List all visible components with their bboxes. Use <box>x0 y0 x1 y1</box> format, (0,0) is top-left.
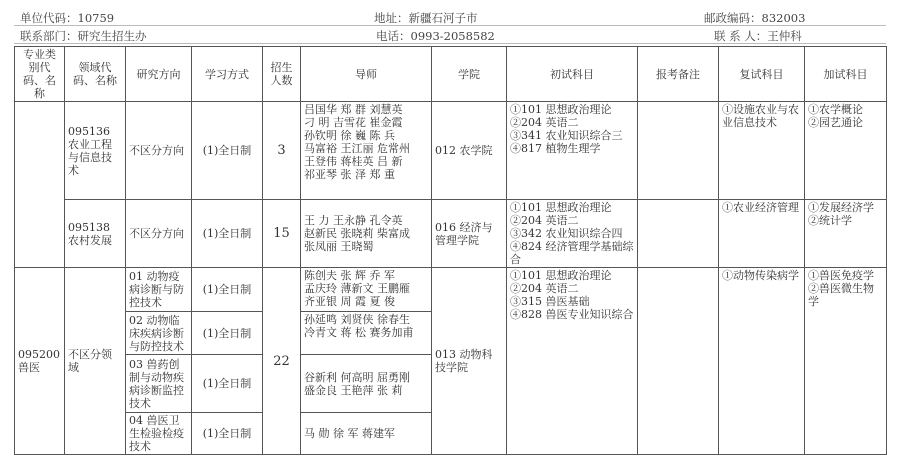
exam-item: ③315 兽医基础 <box>510 295 590 308</box>
advisor-line: 孟庆玲 薄新文 王鹏雁 <box>304 282 410 295</box>
col-quota: 招生人数 <box>263 47 301 102</box>
extra-item: ②兽医微生物学 <box>808 282 874 308</box>
col-college: 学院 <box>432 47 507 102</box>
exams-cell <box>507 102 638 200</box>
extra-item: ②园艺通论 <box>808 116 863 129</box>
field-cell: 095136 农业工程与信息技术 <box>65 102 126 200</box>
exam-item: ①101 思想政治理论 <box>510 103 612 116</box>
col-extra: 加试科目 <box>805 47 887 102</box>
col-note: 报考备注 <box>638 47 719 102</box>
advisor-line: 王登伟 蒋桂英 吕 新 <box>304 155 403 168</box>
exam-item: ④817 植物生理学 <box>510 142 601 155</box>
exam-item: ②204 英语二 <box>510 116 579 129</box>
retest-cell: ①动物传染病学 <box>719 268 805 455</box>
advisor-line: 孙延鸣 刘贤侠 徐春生 <box>304 313 410 326</box>
contact: 联 系 人：王仲科 <box>714 29 802 43</box>
exam-item: ②204 英语二 <box>510 282 579 295</box>
advisors-cell <box>301 413 432 455</box>
advisors-cell <box>301 102 432 200</box>
extra-cell <box>805 268 887 455</box>
header-row-1 <box>14 8 886 26</box>
advisor-line: 祁亚琴 张 泽 郑 重 <box>304 168 395 181</box>
college-cell: 013 动物科技学院 <box>432 268 507 455</box>
direction-cell: 04 兽医卫生检验检疫技术 <box>126 413 192 455</box>
quota-cell: 3 <box>263 102 301 200</box>
exam-item: ④828 兽医专业知识综合 <box>510 308 634 321</box>
table-row <box>15 268 887 312</box>
advisors-cell <box>301 355 432 413</box>
mode-cell: (1)全日制 <box>192 102 263 200</box>
col-mode: 学习方式 <box>192 47 263 102</box>
extra-item: ①发展经济学 <box>808 201 874 214</box>
unit-code: 单位代码：10759 <box>20 11 115 25</box>
direction-cell: 03 兽药创制与动物疾病诊断监控技术 <box>126 355 192 413</box>
mode-cell: (1)全日制 <box>192 200 263 268</box>
note-cell <box>638 268 719 455</box>
extra-item: ①农学概论 <box>808 103 863 116</box>
direction-cell: 不区分方向 <box>126 200 192 268</box>
admissions-document <box>14 8 886 453</box>
college-cell: 016 经济与管理学院 <box>432 200 507 268</box>
col-advisors: 导师 <box>301 47 432 102</box>
advisor-line: 马富裕 王江丽 危常州 <box>304 142 410 155</box>
advisors-cell <box>301 268 432 312</box>
advisor-line: 冷青文 蒋 松 赛务加甫 <box>304 326 414 339</box>
program-table <box>14 46 887 455</box>
extra-item: ②统计学 <box>808 214 852 227</box>
advisors-cell <box>301 312 432 355</box>
header-row-2 <box>14 26 886 44</box>
postcode: 邮政编码：832003 <box>704 11 806 25</box>
advisor-line: 吕国华 郑 群 刘慧英 <box>304 103 403 116</box>
table-row <box>15 200 887 268</box>
direction-cell: 01 动物疫病诊断与防控技术 <box>126 268 192 312</box>
field-cell: 095138 农村发展 <box>65 200 126 268</box>
advisor-line: 孙钦明 徐 巍 陈 兵 <box>304 129 395 142</box>
mode-cell: (1)全日制 <box>192 268 263 312</box>
advisor-line: 陈创夫 张 辉 乔 军 <box>304 269 395 282</box>
col-field: 领域代码、名称 <box>65 47 126 102</box>
advisor-line: 张凤丽 王晓蜀 <box>304 240 374 253</box>
exams-cell <box>507 200 638 268</box>
extra-cell <box>805 102 887 200</box>
category-cell <box>15 102 65 268</box>
exam-item: ③341 农业知识综合三 <box>510 129 623 142</box>
address: 地址：新疆石河子市 <box>374 11 478 25</box>
exam-item: ③342 农业知识综合四 <box>510 227 623 240</box>
exam-item: ①101 思想政治理论 <box>510 269 612 282</box>
exam-item: ④824 经济管理学基础综合 <box>510 240 634 266</box>
extra-item: ①兽医免疫学 <box>808 269 874 282</box>
col-retest: 复试科目 <box>719 47 805 102</box>
table-row <box>15 102 887 200</box>
note-cell <box>638 200 719 268</box>
advisor-line: 刁 明 吉雪花 崔金霞 <box>304 116 403 129</box>
advisor-line: 齐亚银 周 霞 夏 俊 <box>304 295 395 308</box>
department: 联系部门：研究生招生办 <box>20 29 147 43</box>
category-cell: 095200 兽医 <box>15 268 65 455</box>
advisors-cell <box>301 200 432 268</box>
col-direction: 研究方向 <box>126 47 192 102</box>
extra-cell <box>805 200 887 268</box>
note-cell <box>638 102 719 200</box>
exams-cell <box>507 268 638 455</box>
direction-cell: 02 动物临床疾病诊断与防控技术 <box>126 312 192 355</box>
field-cell: 不区分领域 <box>65 268 126 455</box>
college-cell: 012 农学院 <box>432 102 507 200</box>
mode-cell: (1)全日制 <box>192 355 263 413</box>
advisor-line: 赵新民 张晓莉 柴富成 <box>304 227 410 240</box>
col-exams: 初试科目 <box>507 47 638 102</box>
phone: 电话：0993-2058582 <box>376 29 495 43</box>
quota-cell: 15 <box>263 200 301 268</box>
exam-item: ①101 思想政治理论 <box>510 201 612 214</box>
table-header-row <box>15 47 887 102</box>
advisor-line: 王 力 王永静 孔令英 <box>304 214 403 227</box>
mode-cell: (1)全日制 <box>192 413 263 455</box>
advisor-line: 马 勋 徐 军 蒋建军 <box>304 427 395 440</box>
quota-cell: 22 <box>263 268 301 455</box>
retest-cell: ①设施农业与农业信息技术 <box>719 102 805 200</box>
col-category: 专业类别代码、名称 <box>15 47 65 102</box>
retest-cell: ①农业经济管理 <box>719 200 805 268</box>
exam-item: ②204 英语二 <box>510 214 579 227</box>
advisor-line: 盛金良 王艳萍 张 莉 <box>304 383 403 397</box>
mode-cell: (1)全日制 <box>192 312 263 355</box>
advisor-line: 谷新利 何高明 屈勇刚 <box>304 370 410 384</box>
direction-cell: 不区分方向 <box>126 102 192 200</box>
